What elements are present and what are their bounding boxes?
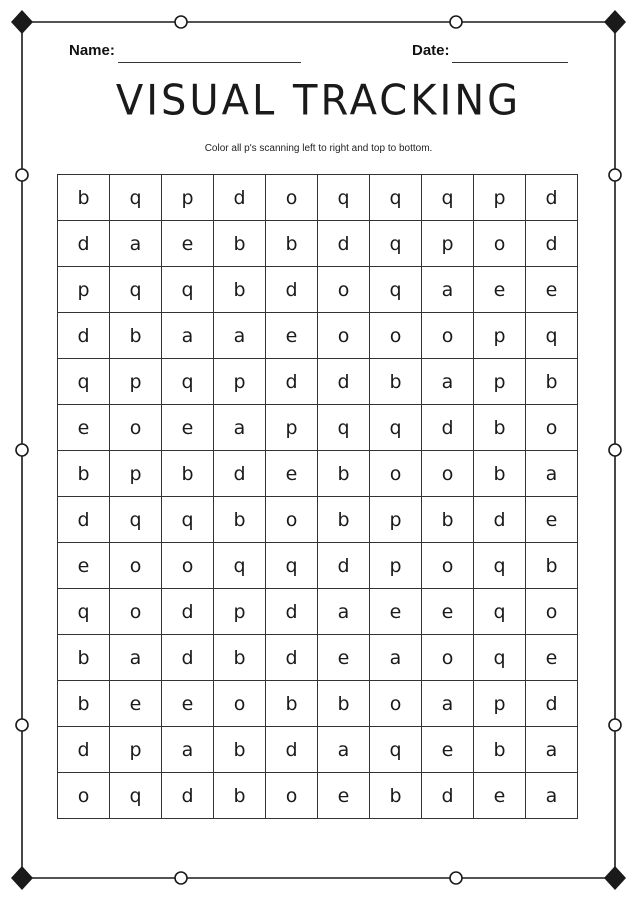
- grid-cell[interactable]: p: [214, 589, 266, 635]
- grid-cell[interactable]: e: [526, 497, 578, 543]
- grid-cell[interactable]: o: [110, 405, 162, 451]
- grid-row: [58, 175, 578, 221]
- grid-cell[interactable]: b: [162, 451, 214, 497]
- grid-cell[interactable]: q: [318, 405, 370, 451]
- grid-cell[interactable]: b: [58, 451, 110, 497]
- grid-cell[interactable]: o: [266, 497, 318, 543]
- grid-cell[interactable]: o: [110, 589, 162, 635]
- grid-cell[interactable]: a: [422, 267, 474, 313]
- grid-cell[interactable]: a: [526, 773, 578, 819]
- grid-cell[interactable]: d: [162, 773, 214, 819]
- grid-cell[interactable]: b: [318, 451, 370, 497]
- grid-cell[interactable]: d: [422, 773, 474, 819]
- grid-cell[interactable]: p: [474, 359, 526, 405]
- grid-cell[interactable]: a: [162, 727, 214, 773]
- grid-cell[interactable]: b: [214, 727, 266, 773]
- grid-cell[interactable]: q: [162, 267, 214, 313]
- grid-cell[interactable]: o: [214, 681, 266, 727]
- grid-row: [58, 359, 578, 405]
- grid-cell[interactable]: d: [162, 589, 214, 635]
- grid-cell[interactable]: a: [370, 635, 422, 681]
- grid-cell[interactable]: q: [58, 359, 110, 405]
- grid-cell[interactable]: a: [110, 635, 162, 681]
- grid-cell[interactable]: b: [214, 635, 266, 681]
- grid-cell[interactable]: q: [214, 543, 266, 589]
- grid-cell[interactable]: d: [474, 497, 526, 543]
- grid-cell[interactable]: q: [526, 313, 578, 359]
- grid-cell[interactable]: a: [214, 313, 266, 359]
- grid-cell[interactable]: e: [474, 773, 526, 819]
- grid-row: [58, 497, 578, 543]
- grid-cell[interactable]: d: [162, 635, 214, 681]
- grid-cell[interactable]: o: [266, 175, 318, 221]
- grid-cell[interactable]: q: [110, 773, 162, 819]
- grid-cell[interactable]: d: [58, 313, 110, 359]
- date-label: Date:: [412, 42, 450, 59]
- grid-cell[interactable]: e: [162, 681, 214, 727]
- grid-cell[interactable]: q: [58, 589, 110, 635]
- grid-cell[interactable]: e: [110, 681, 162, 727]
- grid-row: [58, 267, 578, 313]
- grid-cell[interactable]: q: [370, 221, 422, 267]
- grid-cell[interactable]: p: [370, 543, 422, 589]
- grid-cell[interactable]: q: [110, 267, 162, 313]
- grid-cell[interactable]: q: [318, 175, 370, 221]
- grid-cell[interactable]: q: [370, 405, 422, 451]
- grid-cell[interactable]: o: [318, 267, 370, 313]
- grid-cell[interactable]: o: [526, 589, 578, 635]
- grid-row: [58, 773, 578, 819]
- grid-cell[interactable]: q: [110, 497, 162, 543]
- grid-cell[interactable]: a: [214, 405, 266, 451]
- grid-cell[interactable]: p: [474, 175, 526, 221]
- grid-cell[interactable]: e: [162, 405, 214, 451]
- grid-cell[interactable]: q: [474, 589, 526, 635]
- grid-cell[interactable]: q: [370, 267, 422, 313]
- grid-cell[interactable]: d: [318, 543, 370, 589]
- grid-cell[interactable]: a: [526, 727, 578, 773]
- grid-cell[interactable]: o: [58, 773, 110, 819]
- grid-cell[interactable]: o: [110, 543, 162, 589]
- grid-cell[interactable]: e: [370, 589, 422, 635]
- grid-cell[interactable]: o: [422, 635, 474, 681]
- grid-cell[interactable]: d: [214, 175, 266, 221]
- grid-cell[interactable]: e: [58, 405, 110, 451]
- grid-cell[interactable]: o: [422, 451, 474, 497]
- grid-cell[interactable]: b: [58, 175, 110, 221]
- grid-cell[interactable]: q: [474, 635, 526, 681]
- grid-cell[interactable]: p: [474, 681, 526, 727]
- grid-cell[interactable]: q: [370, 175, 422, 221]
- grid-cell[interactable]: b: [214, 267, 266, 313]
- name-label: Name:: [69, 42, 115, 59]
- grid-cell[interactable]: p: [422, 221, 474, 267]
- grid-cell[interactable]: q: [162, 497, 214, 543]
- grid-cell[interactable]: q: [162, 359, 214, 405]
- grid-cell[interactable]: d: [58, 727, 110, 773]
- grid-cell[interactable]: a: [526, 451, 578, 497]
- grid-cell[interactable]: p: [214, 359, 266, 405]
- grid-cell[interactable]: a: [318, 589, 370, 635]
- grid-cell[interactable]: o: [422, 313, 474, 359]
- grid-cell[interactable]: a: [422, 359, 474, 405]
- grid-cell[interactable]: a: [110, 221, 162, 267]
- grid-cell[interactable]: o: [370, 681, 422, 727]
- grid-cell[interactable]: e: [266, 451, 318, 497]
- grid-cell[interactable]: d: [526, 221, 578, 267]
- grid-row: [58, 451, 578, 497]
- grid-cell[interactable]: b: [58, 635, 110, 681]
- grid-cell[interactable]: p: [110, 451, 162, 497]
- grid-cell[interactable]: d: [58, 221, 110, 267]
- grid-row: [58, 589, 578, 635]
- grid-cell[interactable]: e: [162, 221, 214, 267]
- grid-cell[interactable]: o: [474, 221, 526, 267]
- grid-cell[interactable]: e: [318, 635, 370, 681]
- grid-cell[interactable]: d: [318, 359, 370, 405]
- grid-cell[interactable]: a: [422, 681, 474, 727]
- grid-cell[interactable]: o: [526, 405, 578, 451]
- grid-cell[interactable]: p: [162, 175, 214, 221]
- grid-cell[interactable]: p: [370, 497, 422, 543]
- grid-cell[interactable]: o: [266, 773, 318, 819]
- grid-cell[interactable]: d: [526, 175, 578, 221]
- grid-cell[interactable]: p: [266, 405, 318, 451]
- grid-cell[interactable]: b: [266, 221, 318, 267]
- grid-cell[interactable]: b: [318, 497, 370, 543]
- grid-cell[interactable]: q: [110, 175, 162, 221]
- grid-cell[interactable]: d: [422, 405, 474, 451]
- page-title: VISUAL TRACKING: [115, 76, 522, 126]
- grid-cell[interactable]: o: [370, 451, 422, 497]
- grid-cell[interactable]: b: [370, 359, 422, 405]
- grid-cell[interactable]: e: [318, 773, 370, 819]
- grid-cell[interactable]: p: [110, 727, 162, 773]
- grid-row: [58, 543, 578, 589]
- grid-cell[interactable]: q: [266, 543, 318, 589]
- grid-row: [58, 405, 578, 451]
- grid-cell[interactable]: p: [474, 313, 526, 359]
- grid-cell[interactable]: d: [266, 727, 318, 773]
- grid-cell[interactable]: d: [318, 221, 370, 267]
- grid-cell[interactable]: e: [474, 267, 526, 313]
- grid-row: [58, 727, 578, 773]
- grid-cell[interactable]: a: [162, 313, 214, 359]
- instructions: Color all p's scanning left to right and top to bottom.: [204, 143, 433, 154]
- grid-cell[interactable]: b: [318, 681, 370, 727]
- grid-cell[interactable]: d: [214, 451, 266, 497]
- grid-row: [58, 313, 578, 359]
- grid-cell[interactable]: b: [110, 313, 162, 359]
- grid-cell[interactable]: e: [58, 543, 110, 589]
- grid-cell[interactable]: d: [526, 681, 578, 727]
- grid-cell[interactable]: e: [526, 635, 578, 681]
- grid-cell[interactable]: b: [526, 543, 578, 589]
- name-field-line[interactable]: [118, 62, 301, 63]
- grid-cell[interactable]: q: [422, 175, 474, 221]
- grid-cell[interactable]: d: [266, 359, 318, 405]
- grid-cell[interactable]: b: [214, 773, 266, 819]
- grid-cell[interactable]: d: [266, 589, 318, 635]
- grid-cell[interactable]: o: [318, 313, 370, 359]
- grid-cell[interactable]: e: [422, 727, 474, 773]
- letter-grid: [57, 174, 578, 819]
- grid-cell[interactable]: b: [214, 497, 266, 543]
- grid-cell[interactable]: b: [422, 497, 474, 543]
- grid-cell[interactable]: e: [266, 313, 318, 359]
- grid-cell[interactable]: d: [266, 635, 318, 681]
- grid-cell[interactable]: d: [58, 497, 110, 543]
- grid-cell[interactable]: o: [162, 543, 214, 589]
- grid-cell[interactable]: b: [266, 681, 318, 727]
- grid-row: [58, 681, 578, 727]
- grid-cell[interactable]: b: [370, 773, 422, 819]
- grid-cell[interactable]: q: [474, 543, 526, 589]
- grid-row: [58, 635, 578, 681]
- grid-cell[interactable]: e: [422, 589, 474, 635]
- grid-cell[interactable]: d: [266, 267, 318, 313]
- grid-cell[interactable]: o: [422, 543, 474, 589]
- grid-cell[interactable]: b: [474, 727, 526, 773]
- grid-row: [58, 221, 578, 267]
- date-field-line[interactable]: [452, 62, 568, 63]
- grid-cell[interactable]: b: [526, 359, 578, 405]
- grid-cell[interactable]: q: [370, 727, 422, 773]
- grid-cell[interactable]: a: [318, 727, 370, 773]
- grid-cell[interactable]: b: [58, 681, 110, 727]
- grid-cell[interactable]: b: [214, 221, 266, 267]
- grid-cell[interactable]: p: [58, 267, 110, 313]
- grid-cell[interactable]: o: [370, 313, 422, 359]
- grid-cell[interactable]: b: [474, 405, 526, 451]
- grid-cell[interactable]: e: [526, 267, 578, 313]
- grid-cell[interactable]: p: [110, 359, 162, 405]
- grid-cell[interactable]: b: [474, 451, 526, 497]
